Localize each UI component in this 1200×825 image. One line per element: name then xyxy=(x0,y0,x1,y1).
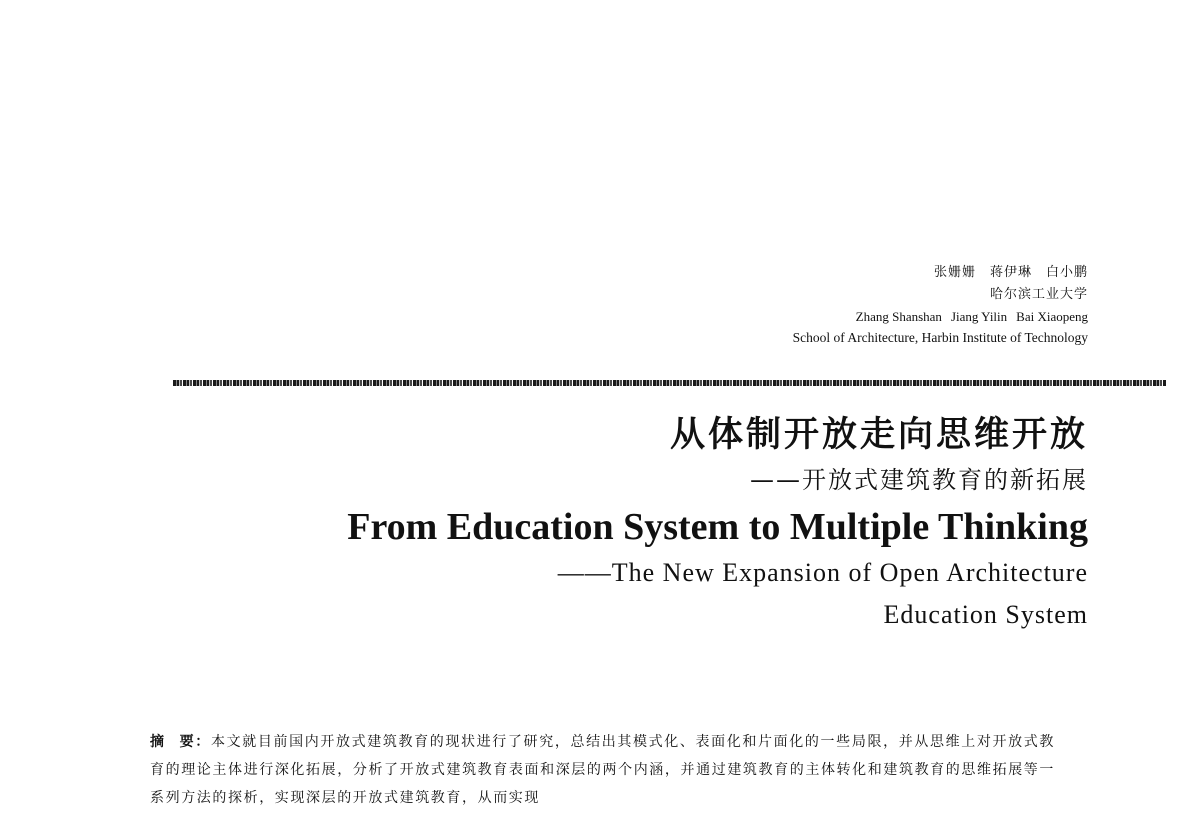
author-cn-3: 白小鹏 xyxy=(1045,265,1088,280)
abstract xyxy=(150,728,1055,812)
subtitle-en-line-1: ——The New Expansion of Open Architecture xyxy=(557,558,1088,587)
abstract-label-part-2: 要： xyxy=(179,734,211,750)
abstract-label-part-1: 摘 xyxy=(150,734,166,750)
author-cn-2: 蒋伊琳 xyxy=(989,265,1032,280)
title-en: From Education System to Multiple Thinking xyxy=(347,506,1088,548)
author-info xyxy=(793,262,1088,348)
subtitle-cn: ——开放式建筑教育的新拓展 xyxy=(750,466,1088,494)
author-en-3: Bai Xiaopeng xyxy=(1016,309,1088,324)
abstract-label xyxy=(150,734,211,750)
authors-en xyxy=(793,306,1088,328)
author-en-1: Zhang Shanshan xyxy=(855,309,942,324)
subtitle-en-line-2: Education System xyxy=(883,600,1088,629)
author-en-2: Jiang Yilin xyxy=(950,309,1008,324)
title-block xyxy=(347,410,1088,636)
author-cn-1: 张姗姗 xyxy=(933,265,976,280)
affiliation-en: School of Architecture, Harbin Institute of Technology xyxy=(792,330,1088,345)
affiliation-cn: 哈尔滨工业大学 xyxy=(989,287,1088,302)
header-divider xyxy=(173,380,1166,386)
authors-cn xyxy=(793,262,1088,284)
title-cn: 从体制开放走向思维开放 xyxy=(669,415,1088,455)
abstract-text: 本文就目前国内开放式建筑教育的现状进行了研究，总结出其模式化、表面化和片面化的一些局限，并从思维上对开放式教育的理论主体进行深化拓展，分析了开放式建筑教育表面和深层的两个内涵，并通过建筑教育的主体转化和建筑教育的思维拓展等一系列方法的探析，实现深层的开放式建筑教育，从而实现 xyxy=(150,734,1055,806)
